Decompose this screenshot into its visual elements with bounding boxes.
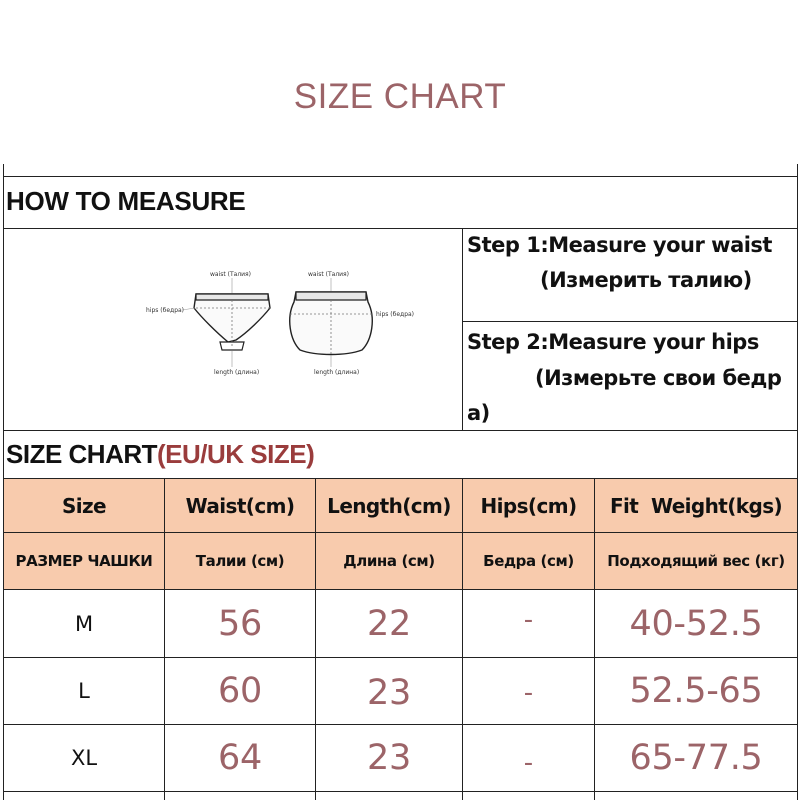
- step2-line3: а): [467, 401, 490, 425]
- page-title: SIZE CHART: [293, 77, 507, 116]
- back-brief-illustration: [290, 271, 414, 376]
- front-brief-illustration: [146, 271, 270, 376]
- size-chart-heading-text: SIZE CHART: [6, 439, 157, 469]
- col-header-length: Length(cm): [327, 493, 451, 518]
- row-xl-length: 23: [367, 738, 411, 778]
- divider: [3, 430, 798, 431]
- step1-line1: Step 1:Measure your waist: [467, 233, 772, 257]
- front-hips-label: hips (бедра): [146, 307, 185, 314]
- divider: [3, 176, 798, 177]
- size-chart-heading-accent: (EU/UK SIZE): [157, 439, 315, 469]
- divider: [3, 791, 798, 792]
- col-header-waist: Waist(cm): [185, 493, 295, 518]
- row-l-waist: 60: [218, 671, 262, 711]
- back-hips-label: hips (бедра): [376, 311, 415, 318]
- row-m-weight: 40-52.5: [629, 603, 763, 644]
- row-m-waist: 56: [218, 603, 262, 644]
- row-l-size: L: [78, 679, 90, 703]
- row-xl-weight: 65-77.5: [629, 738, 763, 778]
- divider: [797, 164, 798, 800]
- row-m-length: 22: [367, 603, 411, 644]
- col-header-hips-ru: Бедра (см): [483, 552, 574, 570]
- back-waist-label: waist (Талия): [308, 271, 350, 278]
- divider: [462, 321, 798, 322]
- front-length-label: length (длина): [214, 369, 260, 376]
- how-to-measure-heading: HOW TO MEASURE: [6, 186, 246, 216]
- row-m-hips: -: [523, 605, 534, 635]
- col-header-waist-ru: Талии (см): [195, 552, 285, 570]
- col-header-size: Size: [61, 493, 107, 518]
- row-xl-waist: 64: [218, 738, 262, 778]
- col-header-size-ru: РАЗМЕР ЧАШКИ: [15, 552, 153, 570]
- size-chart-heading: [6, 436, 314, 472]
- row-xl-size: XL: [70, 746, 98, 770]
- col-header-weight: Fit Weight(kgs): [609, 493, 783, 518]
- row-l-weight: 52.5-65: [629, 671, 763, 711]
- col-header-weight-ru: Подходящий вес (кг): [607, 552, 785, 570]
- step2-line2: (Измерьте свои бедр: [535, 366, 782, 390]
- measurement-diagram: [140, 262, 420, 382]
- row-l-hips: -: [523, 678, 534, 708]
- col-header-length-ru: Длина (см): [343, 552, 435, 570]
- col-header-hips: Hips(cm): [480, 493, 577, 518]
- divider: [462, 228, 463, 430]
- row-l-length: 23: [367, 673, 411, 713]
- row-m-size: M: [74, 611, 94, 636]
- back-length-label: length (длина): [314, 369, 360, 376]
- row-xl-hips: -: [523, 748, 534, 778]
- step2-line1: Step 2:Measure your hips: [467, 330, 759, 354]
- front-waist-label: waist (Талия): [210, 271, 252, 278]
- step1-line2: (Измерить талию): [540, 268, 752, 292]
